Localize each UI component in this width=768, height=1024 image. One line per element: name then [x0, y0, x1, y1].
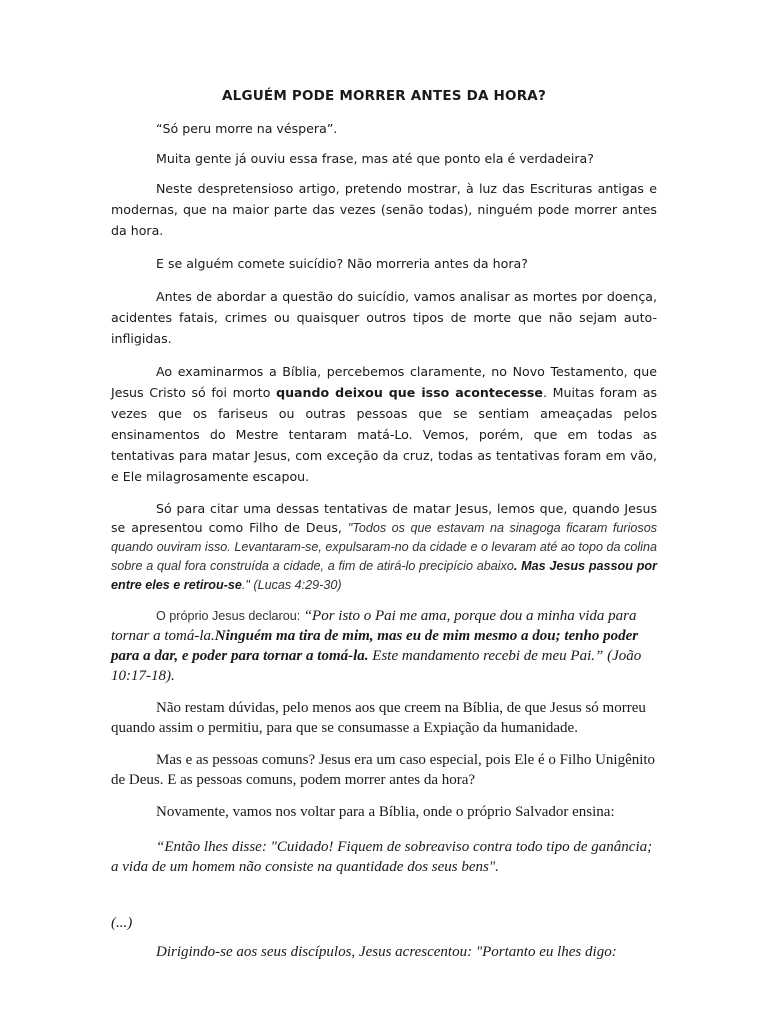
paragraph-12: “Então lhes disse: "Cuidado! Fiquem de sobreaviso contra todo tipo de ganância; a vida de um homem não consiste na quantidade dos seus bens".	[111, 839, 653, 875]
paragraph-7-text-a: Só para citar uma dessas tentativas de matar Jesus, lemos que, quando Jesus se apresentou como Filho de Deus,	[111, 501, 657, 535]
paragraph-8-text-c: Este mandamento recebi de meu Pai.” (João 10:17-18).	[111, 648, 642, 684]
paragraph-4: E se alguém comete suicídio? Não morreria antes da hora?	[156, 256, 528, 271]
paragraph-6	[111, 361, 657, 487]
paragraph-10: Mas e as pessoas comuns? Jesus era um caso especial, pois Ele é o Filho Unigênito de Deus. E as pessoas comuns, podem morrer antes da hora?	[111, 752, 656, 788]
paragraph-6-bold: quando deixou que isso acontecesse	[276, 385, 543, 400]
paragraph-9: Não restam dúvidas, pelo menos aos que creem na Bíblia, de que Jesus só morreu quando assim o permitiu, para que se consumasse a Expiação da humanidade.	[111, 700, 646, 736]
paragraph-8	[111, 606, 657, 686]
paragraph-13: (...)	[111, 915, 133, 931]
paragraph-6-text-a: Ao examinarmos a Bíblia, percebemos claramente, no Novo Testamento, que Jesus Cristo só foi morto	[111, 364, 657, 400]
paragraph-8-text-a: “Por isto o Pai me ama, porque dou a minha vida para tornar a tomá-la.	[111, 608, 637, 644]
paragraph-7-quote: "Todos os que estavam na sinagoga ficaram furiosos quando ouviram isso. Levantaram-se, expulsaram-no da cidade e o levaram até ao topo da colina sobre a qual fora construída a cidade, a fim de atirá-lo precipício abaixo	[111, 521, 658, 573]
paragraph-2: Muita gente já ouviu essa frase, mas até que ponto ela é verdadeira?	[156, 151, 594, 166]
paragraph-1: “Só peru morre na véspera”.	[156, 121, 338, 136]
paragraph-14: Dirigindo-se aos seus discípulos, Jesus acrescentou: "Portanto eu lhes digo:	[156, 944, 617, 960]
paragraph-8-lead: O próprio Jesus declarou:	[156, 609, 304, 623]
article-title: ALGUÉM PODE MORRER ANTES DA HORA?	[222, 88, 546, 104]
paragraph-7-dot: .	[513, 559, 518, 573]
paragraph-3: Neste despretensioso artigo, pretendo mostrar, à luz das Escrituras antigas e modernas, que na maior parte das vezes (senão todas), ninguém pode morrer antes da hora.	[111, 181, 657, 238]
paragraph-6-text-c: . Muitas foram as vezes que os fariseus ou outras pessoas que se sentiam ameaçadas pelos ensinamentos do Mestre tentaram matá-Lo. Vemos, porém, que em todas as tentativas para matar Jesus, com exceção da cruz, todas as tentativas foram em vão, e Ele milagrosamente escapou.	[111, 385, 657, 484]
paragraph-7	[111, 499, 657, 594]
paragraph-8-bold: Ninguém ma tira de mim, mas eu de mim mesmo a dou; tenho poder para a dar, e poder para tornar a tomá-la.	[111, 628, 639, 664]
paragraph-11: Novamente, vamos nos voltar para a Bíblia, onde o próprio Salvador ensina:	[156, 804, 615, 820]
paragraph-7-reference: ." (Lucas 4:29-30)	[241, 578, 342, 592]
paragraph-7-bold-quote: Mas Jesus passou por entre eles e retirou-se	[111, 559, 657, 592]
paragraph-5: Antes de abordar a questão do suicídio, vamos analisar as mortes por doença, acidentes fatais, crimes ou quaisquer outros tipos de morte que não sejam auto-infligidas.	[111, 289, 657, 346]
